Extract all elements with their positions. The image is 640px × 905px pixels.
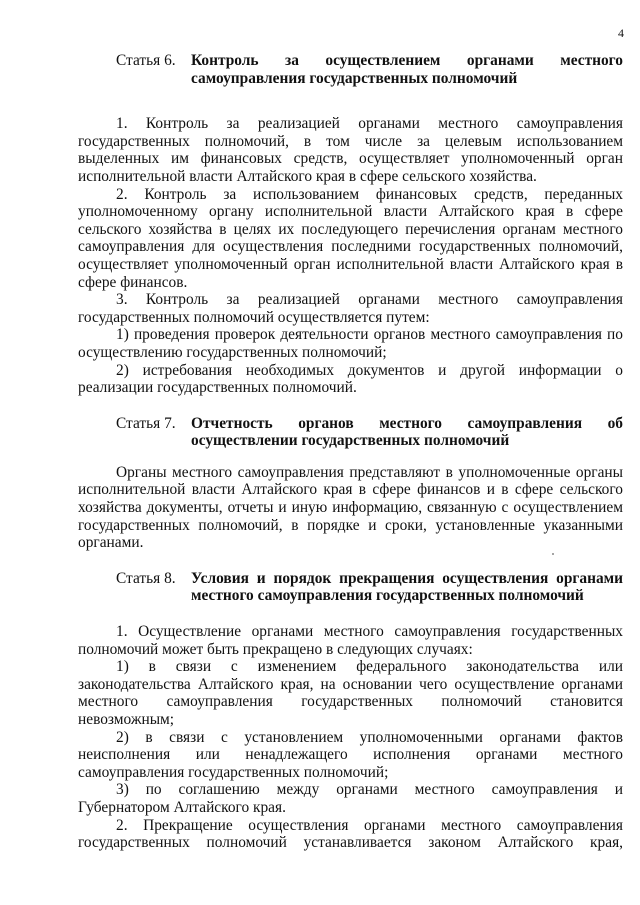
article-6-subitem-1: 1) проведения проверок деятельности органов местного самоуправления по осуществлению государственных полномочий; bbox=[78, 326, 623, 361]
article-6-title-line-2: самоуправления государственных полномочий bbox=[191, 69, 518, 87]
article-8-title-line-1: Условия и порядок прекращения осуществления органами bbox=[191, 569, 623, 587]
article-7-paragraph-1: Органы местного самоуправления представляют в уполномоченные органы исполнительной власти Алтайского края в сфере финансов и в сфере сельского хозяйства документы, отчеты и иную информацию, связанную с осуществлением государственных полномочий, в порядке и сроки, установленные указанными органами. bbox=[78, 463, 623, 552]
article-7-title-line-2: осуществлении государственных полномочий bbox=[191, 432, 510, 450]
article-6-subitem-2: 2) истребования необходимых документов и другой информации о реализации государственных полномочий. bbox=[78, 361, 623, 397]
article-7-title-line-1: Отчетность органов местного самоуправления об bbox=[191, 414, 623, 432]
article-7-title bbox=[191, 415, 623, 450]
article-8-title bbox=[191, 570, 623, 605]
article-8-number: Статья 8. bbox=[116, 569, 176, 587]
article-6-number: Статья 6. bbox=[116, 52, 176, 69]
document-body bbox=[78, 52, 623, 852]
scan-speck bbox=[552, 553, 554, 555]
article-8-subitem-1: 1) в связи с изменением федерального законодательства или законодательства Алтайского края, на основании чего осуществление органами местного самоуправления государственных полномочий становится невозможным; bbox=[78, 658, 623, 728]
article-8-title-line-2: местного самоуправления государственных полномочий bbox=[191, 587, 584, 605]
article-6-paragraph-3: 3. Контроль за реализацией органами местного самоуправления государственных полномочий осуществляется путем: bbox=[78, 291, 623, 326]
article-8-subitem-2: 2) в связи с установлением уполномоченными органами фактов неисполнения или ненадлежащего исполнения органами местного самоуправления государственных полномочий; bbox=[78, 728, 623, 781]
article-6-title bbox=[191, 52, 623, 87]
article-8-paragraph-1: 1. Осуществление органами местного самоуправления государственных полномочий может быть прекращено в следующих случаях: bbox=[78, 623, 623, 658]
page-number: 4 bbox=[618, 26, 624, 40]
article-6-title-line-1: Контроль за осуществлением органами местного bbox=[191, 52, 623, 69]
article-6-paragraph-1: 1. Контроль за реализацией органами местного самоуправления государственных полномочий, в том числе за целевым использованием выделенных им финансовых средств, осуществляет уполномоченный орган исполнительной власти Алтайского края в сфере сельского хозяйства. bbox=[78, 115, 623, 185]
article-6-paragraph-2: 2. Контроль за использованием финансовых средств, переданных уполномоченному органу исполнительной власти Алтайского края в сфере сельского хозяйства в целях их последующего перечисления органам местного самоуправления для осуществления последними государственных полномочий, осуществляет уполномоченный орган исполнительной власти Алтайского края в сфере финансов. bbox=[78, 185, 623, 291]
article-8-heading bbox=[116, 570, 623, 605]
article-7-heading bbox=[116, 415, 623, 450]
article-6-heading bbox=[116, 52, 623, 87]
article-8-subitem-3: 3) по соглашению между органами местного самоуправления и Губернатором Алтайского края. bbox=[78, 781, 623, 816]
article-8-paragraph-2: 2. Прекращение осуществления органами местного самоуправления государственных полномочий устанавливается законом Алтайского края, bbox=[78, 816, 623, 852]
article-7-number: Статья 7. bbox=[116, 414, 176, 432]
